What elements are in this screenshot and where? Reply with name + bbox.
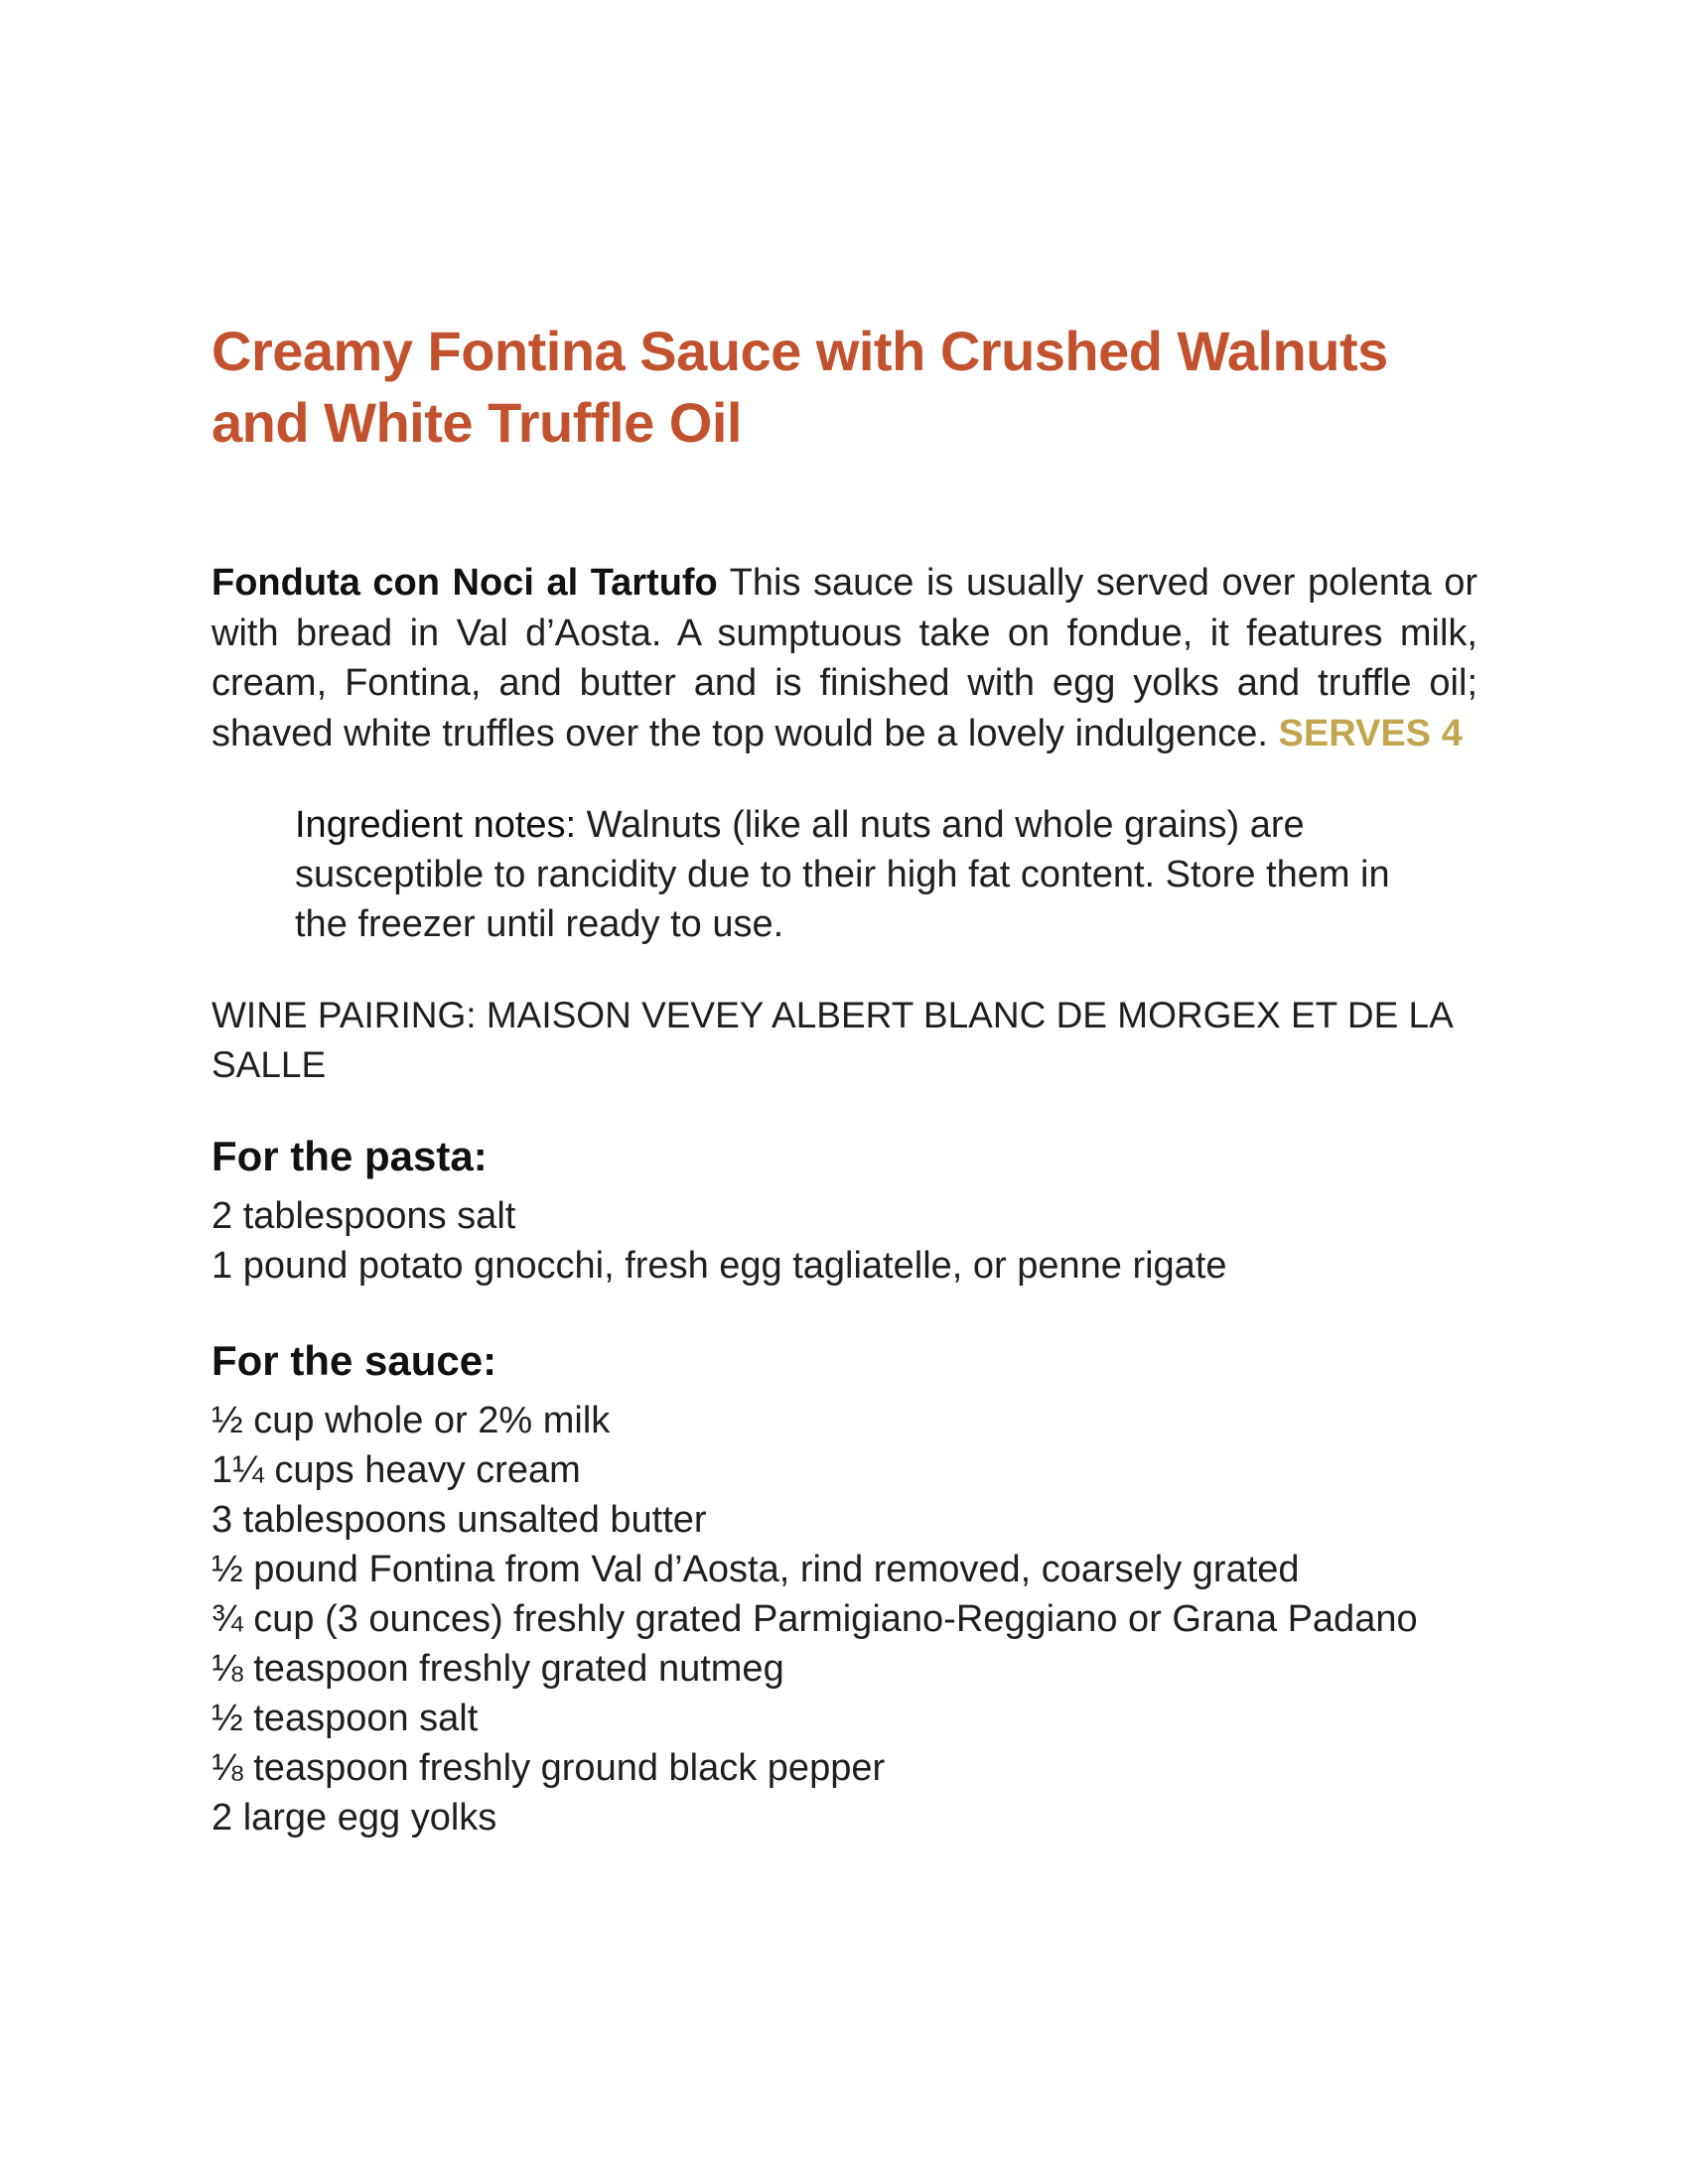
list-item: ½ pound Fontina from Val d’Aosta, rind removed, coarsely grated: [211, 1549, 1300, 1590]
sauce-ingredient-list: [211, 1396, 1477, 1843]
ingredient-notes-label: Ingredient notes:: [295, 804, 577, 846]
pasta-heading: For the pasta:: [211, 1133, 488, 1179]
list-item: ¾ cup (3 ounces) freshly grated Parmigiano-Reggiano or Grana Padano: [211, 1598, 1418, 1640]
recipe-title-line-2: and White Truffle Oil: [211, 391, 742, 454]
list-item: 2 tablespoons salt: [211, 1195, 516, 1237]
sauce-heading: For the sauce:: [211, 1337, 497, 1384]
list-item: ⅛ teaspoon freshly ground black pepper: [211, 1747, 886, 1789]
recipe-italian-name: Fonduta con Noci al Tartufo: [211, 562, 718, 604]
recipe-title-line-1: Creamy Fontina Sauce with Crushed Walnuts: [211, 320, 1388, 382]
list-item: 3 tablespoons unsalted butter: [211, 1499, 707, 1541]
list-item: 2 large egg yolks: [211, 1797, 497, 1839]
list-item: ⅛ teaspoon freshly grated nutmeg: [211, 1648, 784, 1690]
recipe-page: [211, 316, 1477, 1843]
list-item: 1¼ cups heavy cream: [211, 1449, 581, 1491]
recipe-title: [211, 316, 1477, 459]
pasta-ingredient-list: [211, 1191, 1477, 1291]
list-item: ½ cup whole or 2% milk: [211, 1400, 611, 1441]
list-item: ½ teaspoon salt: [211, 1698, 479, 1739]
recipe-intro: [211, 558, 1477, 758]
ingredient-notes: [295, 800, 1397, 949]
ingredient-notes-text: Walnuts (like all nuts and whole grains) are susceptible to rancidity due to their high fat content. Store them in the freezer until ready to use.: [295, 804, 1390, 945]
serves-count: SERVES 4: [1278, 712, 1463, 754]
recipe-description: This sauce is usually served over polenta or with bread in Val d’Aosta. A sumptuous take on fondue, it features milk, cream, Fontina, and butter and is finished with egg yolks and truffle oil; shaved white truffles over the top would be a lovely indulgence.: [211, 562, 1477, 754]
wine-pairing: WINE PAIRING: MAISON VEVEY ALBERT BLANC DE MORGEX ET DE LA SALLE: [211, 995, 1452, 1085]
list-item: 1 pound potato gnocchi, fresh egg tagliatelle, or penne rigate: [211, 1245, 1227, 1287]
